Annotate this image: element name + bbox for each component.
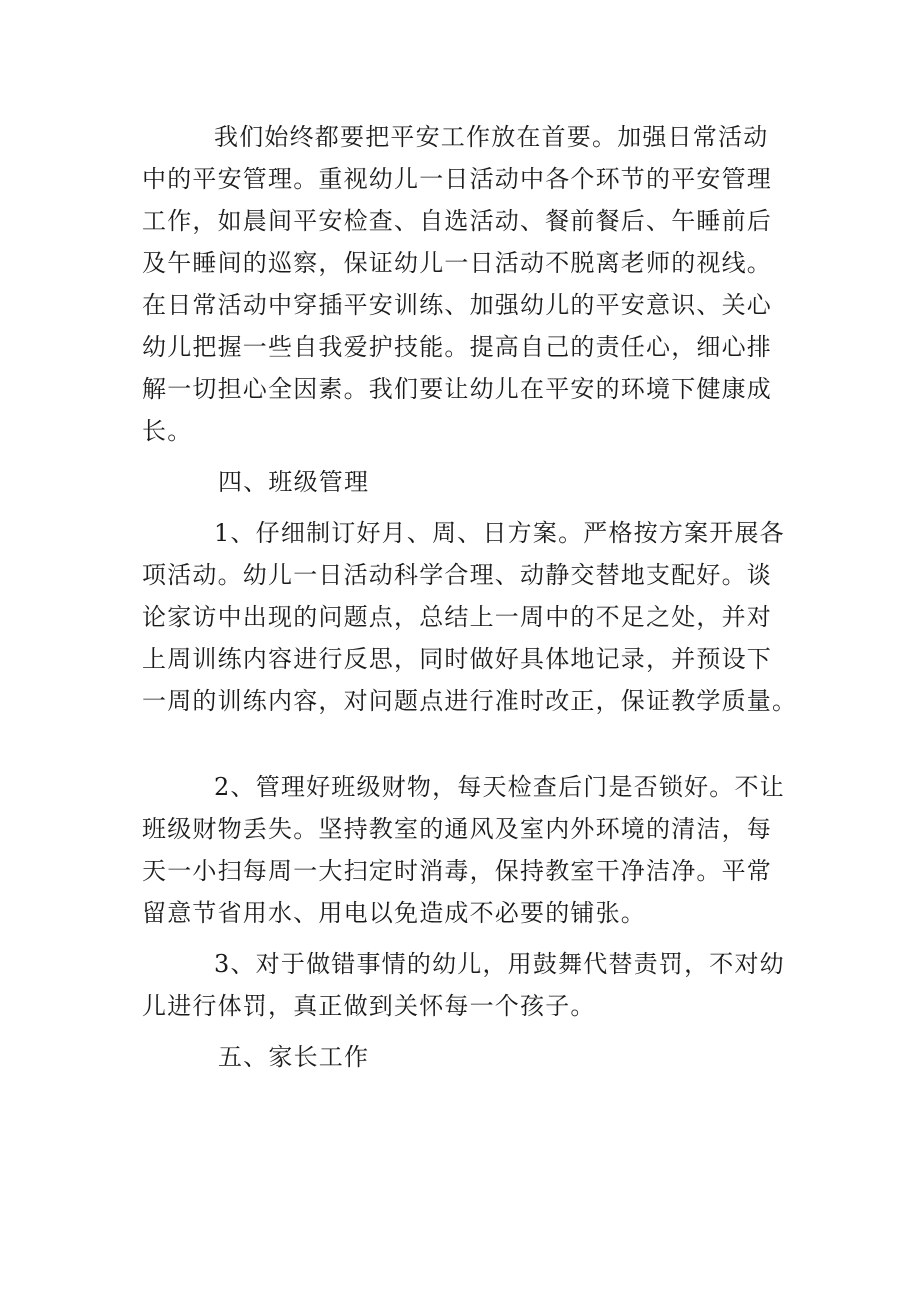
paragraph-item-3: [142, 943, 785, 1027]
text-line: 1、仔细制订好月、周、日方案。严格按方案开展各: [214, 519, 785, 547]
text-line: 工作，如晨间平安检查、自选活动、餐前餐后、午睡前后: [142, 207, 772, 235]
text-line: 儿进行体罚，真正做到关怀每一个孩子。: [142, 992, 596, 1020]
text-line: 我们始终都要把平安工作放在首要。加强日常活动: [214, 123, 769, 151]
text-line: 及午睡间的巡察，保证幼儿一日活动不脱离老师的视线。: [142, 249, 772, 277]
text-line: 中的平安管理。重视幼儿一日活动中各个环节的平安管理: [142, 165, 772, 193]
text-line: 3、对于做错事情的幼儿，用鼓舞代替责罚，不对幼: [214, 950, 785, 978]
document-body: [142, 116, 798, 1078]
text-line: 2、管理好班级财物，每天检查后门是否锁好。不让: [214, 773, 785, 801]
text-line: 一周的训练内容，对问题点进行准时改正，保证教学质量。: [142, 687, 798, 715]
text-line: 留意节省用水、用电以免造成不必要的铺张。: [142, 899, 646, 927]
heading-text: 五、家长工作: [218, 1043, 370, 1071]
text-line: 论家访中出现的问题点，总结上一周中的不足之处，并对: [142, 603, 772, 631]
text-line: 在日常活动中穿插平安训练、加强幼儿的平安意识、关心: [142, 291, 772, 319]
heading-text: 四、班级管理: [218, 468, 370, 496]
text-line: 解一切担心全因素。我们要让幼儿在平安的环境下健康成: [142, 375, 772, 403]
paragraph-item-1: [142, 512, 798, 722]
paragraph-safety: [142, 116, 782, 452]
text-line: 上周训练内容进行反思，同时做好具体地记录，并预设下: [142, 645, 772, 673]
text-line: 班级财物丢失。坚持教室的通风及室内外环境的清洁，每: [142, 815, 772, 843]
section-heading-parent-work: [142, 1036, 782, 1078]
paragraph-item-2: [142, 766, 785, 934]
text-line: 幼儿把握一些自我爱护技能。提高自己的责任心，细心排: [142, 333, 772, 361]
text-line: 项活动。幼儿一日活动科学合理、动静交替地支配好。谈: [142, 561, 772, 589]
text-line: 长。: [142, 417, 193, 445]
section-heading-class-management: [142, 461, 782, 503]
text-line: 天一小扫每周一大扫定时消毒，保持教室干净洁净。平常: [142, 857, 772, 885]
